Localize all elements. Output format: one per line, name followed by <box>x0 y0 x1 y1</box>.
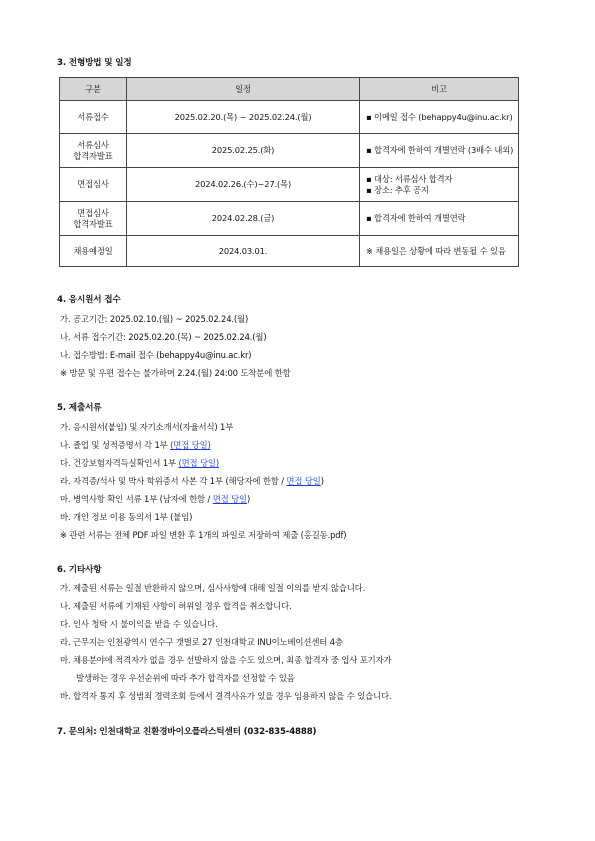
list-item: 가. 제출된 서류는 일절 반환하지 않으며, 심사사항에 대해 일절 이의를 받지 않습니다. <box>60 583 366 593</box>
list-item: 나. 서류 접수기간: 2025.02.20.(목) ~ 2025.02.24.(월) <box>60 332 267 342</box>
list-item: 가. 응시원서(붙임) 및 자기소개서(자율서식) 1부 <box>60 422 234 432</box>
list-item: 다. 인사 청탁 시 불이익을 받을 수 있습니다. <box>60 619 218 629</box>
row-date: 2025.02.25.(화) <box>127 134 360 168</box>
schedule-table <box>59 77 519 267</box>
list-item: 마. 채용분야에 적격자가 없을 경우 선발하지 않을 수도 있으며, 최종 합격자 중 입사 포기자가 <box>60 655 392 665</box>
header-schedule: 일정 <box>127 78 360 101</box>
section-6-heading: 6. 기타사항 <box>57 565 102 575</box>
row-date: 2024.02.26.(수)~27.(목) <box>127 168 360 202</box>
list-item: 라. 자격증/석사 및 박사 학위증서 사본 각 1부 (해당자에 한함 / 면접 당일) <box>60 476 324 486</box>
row-remark: ▪ 합격자에 한하여 개별연락 <box>360 202 519 236</box>
notice-text: ※ 관련 서류는 전체 PDF 파일 변환 후 1개의 파일로 저장하여 제출 (홍길동.pdf) <box>60 530 347 540</box>
row-date: 2024.02.28.(금) <box>127 202 360 236</box>
table-row <box>60 168 519 202</box>
interview-day-link[interactable]: (면접 당일) <box>170 440 211 450</box>
notice-text: ※ 방문 및 우편 접수는 불가하며 2.24.(월) 24:00 도착분에 한함 <box>60 368 291 378</box>
header-remarks: 비고 <box>360 78 519 101</box>
table-row <box>60 101 519 134</box>
list-item-continuation: 발생하는 경우 우선순위에 따라 추가 합격자를 선정할 수 있음 <box>76 673 295 683</box>
row-date: 2025.02.20.(목) ~ 2025.02.24.(월) <box>127 101 360 134</box>
list-item: 바. 합격자 통지 후 성범죄 경력조회 등에서 결격사유가 있을 경우 임용하지 않을 수 있습니다. <box>60 691 392 701</box>
list-item: 마. 병역사항 확인 서류 1부 (남자에 한함 / 면접 당일) <box>60 494 251 504</box>
section-7-contact: 7. 문의처: 인천대학교 친환경바이오플라스틱센터 (032-835-4888) <box>57 727 317 737</box>
section-5-heading: 5. 제출서류 <box>57 403 102 413</box>
header-category: 구분 <box>60 78 127 101</box>
row-remark: ▪ 대상: 서류심사 합격자 ▪ 장소: 추후 공지 <box>360 168 519 202</box>
list-item: 라. 근무지는 인천광역시 연수구 갯벌로 27 인천대학교 INU이노베이션센터 4층 <box>60 637 343 647</box>
row-date: 2024.03.01. <box>127 236 360 267</box>
list-item: 나. 졸업 및 성적증명서 각 1부 (면접 당일) <box>60 440 211 450</box>
list-item: 바. 개인 정보 이용 동의서 1부 (붙임) <box>60 512 193 522</box>
table-row <box>60 236 519 267</box>
list-item: 다. 건강보험자격득실확인서 1부 (면접 당일) <box>60 458 219 468</box>
list-item: 나. 접수방법: E-mail 접수 (behappy4u@inu.ac.kr) <box>60 350 252 360</box>
list-item: 가. 공고기간: 2025.02.10.(월) ~ 2025.02.24.(월) <box>60 314 249 324</box>
interview-day-link[interactable]: (면접 당일) <box>178 458 219 468</box>
row-category: 면접심사 합격자발표 <box>60 202 127 236</box>
list-item: 나. 제출된 서류에 기재된 사항이 허위일 경우 합격을 취소합니다. <box>60 601 292 611</box>
table-header-row <box>60 78 519 101</box>
interview-day-link[interactable]: 면접 당일 <box>286 476 321 486</box>
table-row <box>60 202 519 236</box>
row-category: 채용예정일 <box>60 236 127 267</box>
row-category: 서류접수 <box>60 101 127 134</box>
interview-day-link[interactable]: 면접 당일 <box>212 494 247 504</box>
section-3-heading: 3. 전형방법 및 일정 <box>57 58 132 68</box>
row-remark: ※ 채용일은 상황에 따라 변동될 수 있음 <box>360 236 519 267</box>
row-category: 서류심사 합격자발표 <box>60 134 127 168</box>
row-remark: ▪ 이메일 접수 (behappy4u@inu.ac.kr) <box>360 101 519 134</box>
row-remark: ▪ 합격자에 한하여 개별연락 (3배수 내외) <box>360 134 519 168</box>
table-row <box>60 134 519 168</box>
row-category: 면접심사 <box>60 168 127 202</box>
section-4-heading: 4. 응시원서 접수 <box>57 295 121 305</box>
